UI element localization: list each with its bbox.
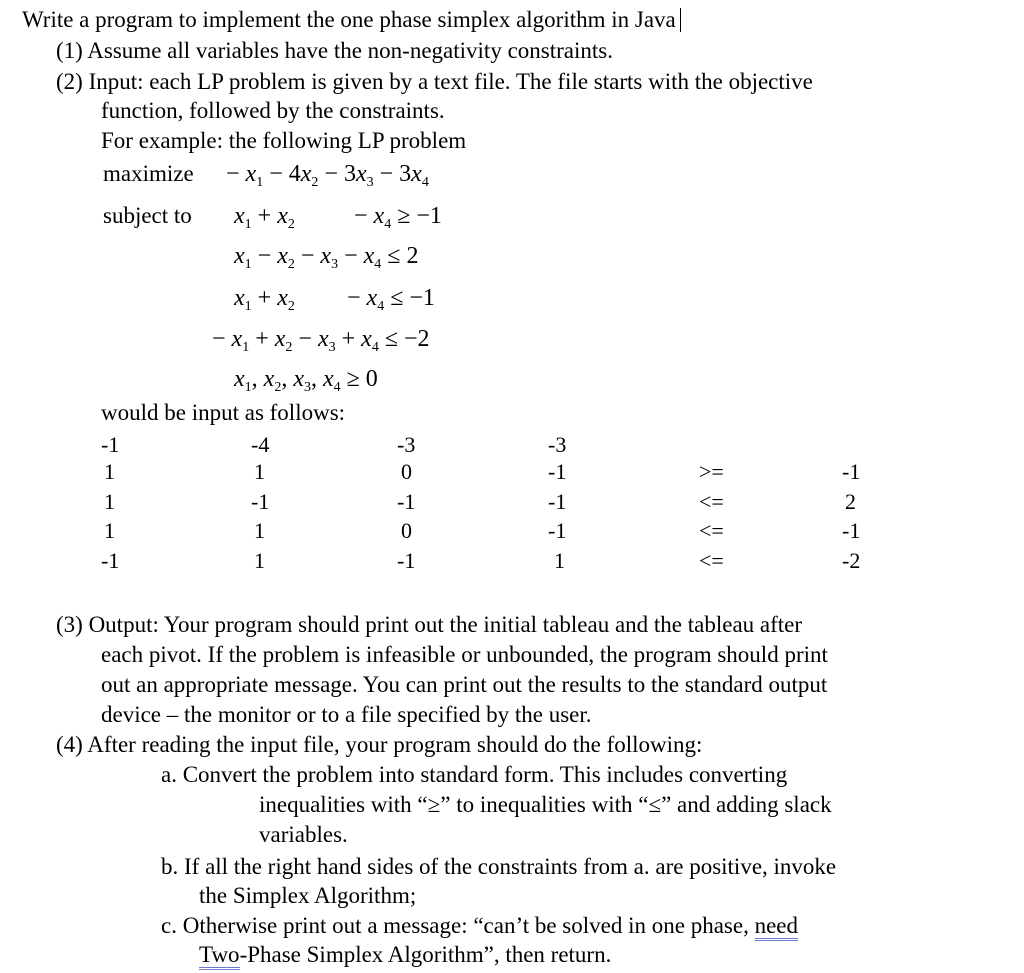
table-cell: >= (699, 459, 724, 484)
table-cell: -3 (397, 432, 416, 457)
table-cell: 1 (254, 459, 265, 484)
table-cell: -1 (397, 548, 416, 573)
problem-title (22, 5, 681, 35)
constraint-3-right: − $x_4 \le -1$ (347, 285, 435, 314)
item-2-line-3: For example: the following LP problem (101, 128, 467, 153)
table-cell: <= (699, 489, 724, 514)
table-cell: -2 (842, 548, 861, 573)
constraint-1-left: $x_1 + x_2$ (234, 203, 295, 232)
sub-item-b-line-2: the Simplex Algorithm; (199, 883, 417, 908)
spellcheck-word-two: Two (199, 942, 240, 970)
title-text: Write a program to implement the one phase simplex algorithm in Java (22, 7, 676, 32)
objective-function: − $x_1 - 4x_2 - 3x_3 - 3x_4$ (226, 161, 429, 190)
table-cell: -4 (251, 432, 270, 457)
table-cell: 2 (845, 489, 856, 514)
table-cell: -1 (397, 489, 416, 514)
table-cell: -3 (548, 432, 567, 457)
table-cell: -1 (101, 432, 120, 457)
maximize-label: maximize (103, 161, 194, 186)
table-cell: 1 (104, 489, 115, 514)
sub-item-a-line-1: a. Convert the problem into standard form. This includes converting (161, 762, 788, 787)
item-3-line-2: each pivot. If the problem is infeasible or unbounded, the program should print (101, 642, 828, 667)
table-cell: -1 (548, 459, 567, 484)
sub-item-c-line-1 (161, 911, 798, 941)
table-cell: 1 (254, 548, 265, 573)
constraint-3-left: $x_1 + x_2$ (234, 285, 295, 314)
table-cell: <= (699, 548, 724, 573)
sub-item-c-line-2 (199, 940, 611, 970)
sub-item-c-text: c. Otherwise print out a message: “can’t be solved in one phase, (161, 913, 755, 938)
spellcheck-word-need: need (755, 913, 798, 941)
table-cell: -1 (251, 489, 270, 514)
table-cell: -1 (101, 548, 120, 573)
table-cell: 1 (104, 518, 115, 543)
constraint-2: $x_1 - x_2 - x_3 - x_4 \le 2$ (234, 243, 419, 272)
text-cursor (680, 8, 681, 32)
non-negativity: $x_1$, $x_2$, $x_3$, $x_4 \ge 0$ (234, 366, 378, 395)
sub-item-a-line-2: inequalities with “≥” to inequalities with “≤” and adding slack (259, 792, 832, 817)
table-cell: 1 (104, 459, 115, 484)
item-3-line-3: out an appropriate message. You can print out the results to the standard output (101, 672, 828, 697)
item-2-line-1: (2) Input: each LP problem is given by a text file. The file starts with the objective (56, 69, 813, 94)
item-3-line-1: (3) Output: Your program should print out the initial tableau and the tableau after (56, 612, 803, 637)
table-cell: -1 (548, 489, 567, 514)
constraint-4: − $x_1 + x_2 - x_3 + x_4 \le -2$ (212, 326, 430, 355)
sub-item-a-line-3: variables. (259, 822, 348, 847)
table-cell: -1 (548, 518, 567, 543)
table-cell: 0 (401, 459, 412, 484)
table-cell: -1 (842, 459, 861, 484)
sub-item-c-rest: -Phase Simplex Algorithm”, then return. (239, 942, 612, 967)
item-2-line-2: function, followed by the constraints. (101, 98, 445, 123)
item-3-line-4: device – the monitor or to a file specified by the user. (101, 702, 592, 727)
constraint-1-right: − $x_4 \ge -1$ (354, 203, 442, 232)
table-cell: 1 (554, 548, 565, 573)
table-cell: 0 (401, 518, 412, 543)
subject-to-label: subject to (103, 203, 192, 228)
sub-item-b-line-1: b. If all the right hand sides of the constraints from a. are positive, invoke (161, 854, 837, 879)
item-1: (1) Assume all variables have the non-negativity constraints. (56, 38, 613, 63)
item-4-line-1: (4) After reading the input file, your program should do the following: (56, 732, 703, 757)
input-intro: would be input as follows: (101, 400, 346, 425)
table-cell: <= (699, 518, 724, 543)
table-cell: 1 (254, 518, 265, 543)
table-cell: -1 (842, 518, 861, 543)
